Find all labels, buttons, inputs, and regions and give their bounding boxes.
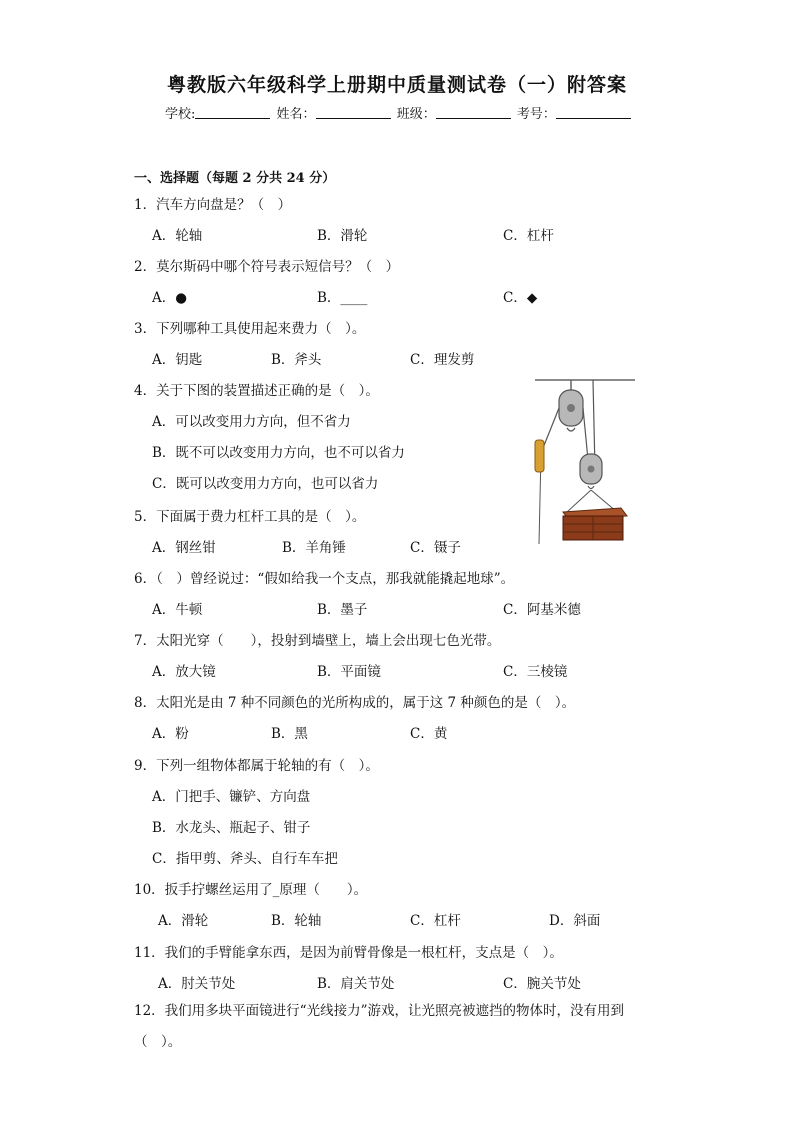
option[interactable]: A．粉 — [152, 726, 189, 742]
option[interactable]: B．轮轴 — [271, 913, 322, 929]
option[interactable]: C．阿基米德 — [503, 602, 581, 618]
option[interactable]: B．____ — [317, 290, 368, 306]
strap-left — [567, 490, 591, 512]
number-label: 考号： — [516, 107, 556, 122]
option[interactable]: C．◆ — [503, 290, 538, 306]
option[interactable]: A．放大镜 — [152, 664, 216, 680]
question-stem: 2．莫尔斯码中哪个符号表示短信号？（ ） — [134, 259, 400, 275]
student-info-line — [165, 103, 633, 122]
question-stem: 12．我们用多块平面镜进行“光线接力”游戏，让光照亮被遮挡的物体时，没有用到（ ）。 — [134, 1003, 624, 1050]
question-stem: 3．下列哪种工具使用起来费力（ ）。 — [134, 321, 366, 337]
option[interactable]: B．斧头 — [271, 352, 322, 368]
exam-title: 粤教版六年级科学上册期中质量测试卷（一）附答案 — [166, 74, 627, 96]
class-blank[interactable] — [436, 106, 511, 119]
option[interactable]: C．镊子 — [410, 540, 461, 556]
option[interactable]: C．杠杆 — [410, 913, 461, 929]
question-stem: 4．关于下图的装置描述正确的是（ ）。 — [134, 383, 379, 399]
option[interactable]: A．滑轮 — [158, 913, 209, 929]
option[interactable]: B．滑轮 — [317, 228, 368, 244]
option[interactable]: A．肘关节处 — [158, 976, 236, 992]
option[interactable]: A．牛顿 — [152, 602, 203, 618]
question-stem: 7．太阳光穿（ ），投射到墙壁上，墙上会出现七色光带。 — [134, 633, 501, 649]
question-stem: 9．下列一组物体都属于轮轴的有（ ）。 — [134, 758, 379, 774]
school-label: 学校: — [165, 107, 196, 122]
option[interactable]: C．三棱镜 — [503, 664, 568, 680]
option[interactable]: A．钥匙 — [152, 352, 203, 368]
option[interactable]: B．平面镜 — [317, 664, 381, 680]
question-stem: 6．（ ）曾经说过：“假如给我一个支点，那我就能撬起地球”。 — [134, 571, 515, 587]
question-stem: 5．下面属于费力杠杆工具的是（ ）。 — [134, 509, 366, 525]
option[interactable]: C．腕关节处 — [503, 976, 581, 992]
number-blank[interactable] — [556, 106, 631, 119]
movable-pulley-axle — [588, 466, 595, 473]
fixed-pulley-hook — [567, 428, 575, 431]
question-stem: 8．太阳光是由 7 种不同颜色的光所构成的，属于这 7 种颜色的是（ ）。 — [134, 695, 576, 711]
class-label: 班级： — [396, 107, 436, 122]
option[interactable]: A．钢丝钳 — [152, 540, 216, 556]
pulley-system-figure — [533, 378, 637, 544]
option[interactable]: C．既可以改变用力方向，也可以省力 — [152, 476, 379, 492]
option[interactable]: A．门把手、镰铲、方向盘 — [152, 789, 311, 805]
question-stem: 1．汽车方向盘是？（ ） — [134, 197, 292, 213]
option[interactable]: B．羊角锤 — [282, 540, 346, 556]
option[interactable]: B．黑 — [271, 726, 308, 742]
fixed-pulley-axle — [567, 404, 575, 412]
movable-pulley-hook — [588, 486, 594, 489]
option[interactable]: C．黄 — [410, 726, 448, 742]
option[interactable]: B．水龙头、瓶起子、钳子 — [152, 820, 311, 836]
section-heading: 一、选择题（每题 2 分共 24 分） — [134, 171, 336, 186]
option[interactable]: A．● — [152, 290, 188, 306]
option[interactable]: D．斜面 — [549, 913, 601, 929]
option[interactable]: B．墨子 — [317, 602, 368, 618]
option[interactable]: A．可以改变用力方向，但不省力 — [152, 414, 351, 430]
name-label: 姓名： — [276, 107, 316, 122]
option[interactable]: C．杠杆 — [503, 228, 554, 244]
option[interactable]: C．理发剪 — [410, 352, 475, 368]
option[interactable]: B．既不可以改变用力方向，也不可以省力 — [152, 445, 405, 461]
pull-handle — [535, 440, 544, 472]
school-blank[interactable] — [195, 106, 270, 119]
option[interactable]: B．肩关节处 — [317, 976, 395, 992]
option[interactable]: C．指甲剪、斧头、自行车车把 — [152, 851, 338, 867]
option[interactable]: A．轮轴 — [152, 228, 203, 244]
name-blank[interactable] — [316, 106, 391, 119]
question-stem: 10．扳手拧螺丝运用了_原理（ ）。 — [134, 882, 368, 898]
question-stem: 11．我们的手臂能拿东西，是因为前臂骨像是一根杠杆，支点是（ ）。 — [134, 945, 563, 961]
